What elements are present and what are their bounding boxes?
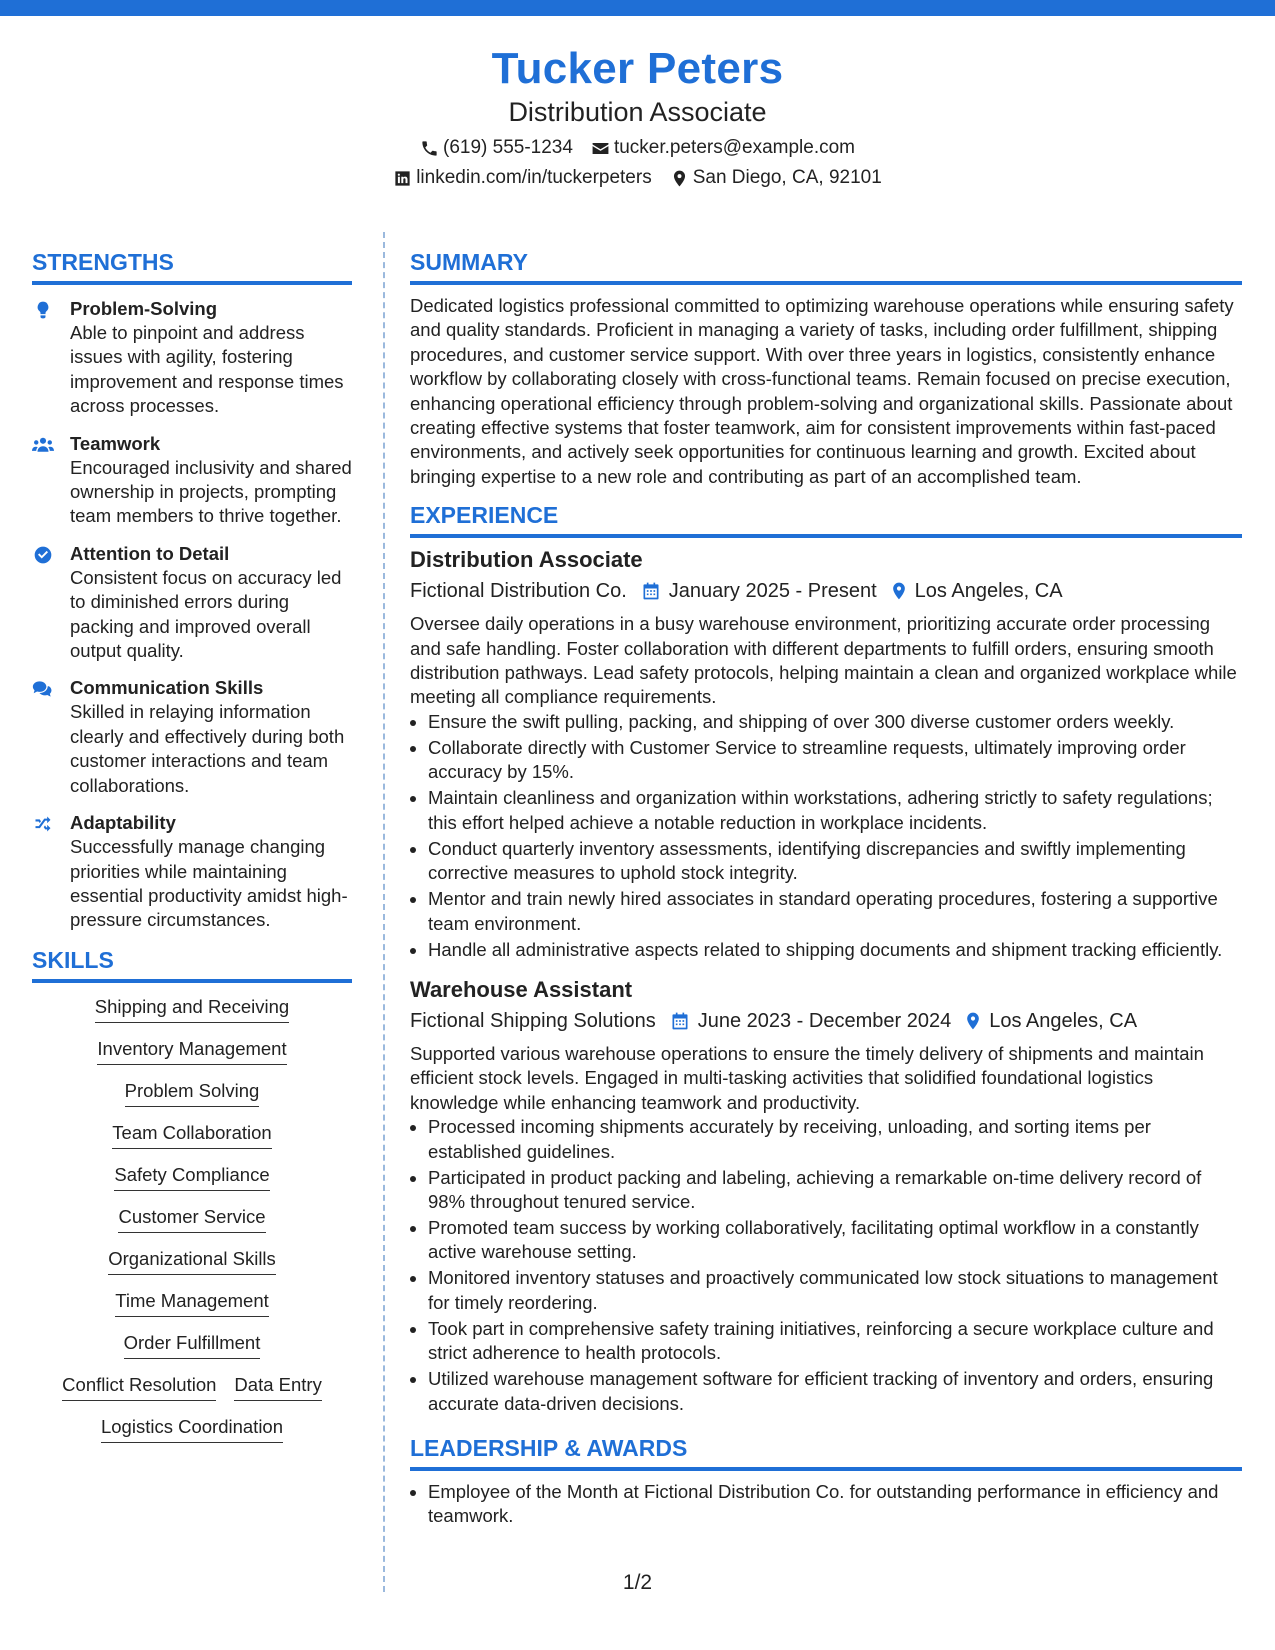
skill-tag: Problem Solving [125, 1079, 260, 1107]
candidate-title: Distribution Associate [508, 97, 767, 127]
job-location: Los Angeles, CA [989, 1009, 1138, 1032]
location-contact [670, 166, 882, 190]
summary-heading: SUMMARY [410, 248, 1242, 285]
candidate-name: Tucker Peters [491, 44, 784, 93]
phone-contact [420, 136, 573, 160]
bullet-item: • Monitored inventory statuses and proactively communicated low stock situations to management for timely reordering. [428, 1266, 1242, 1315]
job-entry [410, 976, 1242, 1416]
job-company: Fictional Shipping Solutions [410, 1009, 656, 1032]
job-meta [410, 577, 1242, 605]
strength-title: Problem-Solving [70, 298, 217, 319]
shuffle-icon [32, 814, 54, 834]
calendar-icon [641, 581, 661, 601]
calendar-icon [670, 1011, 690, 1031]
skills-list [32, 995, 352, 1443]
lightbulb-icon [32, 300, 54, 320]
strengths-list [32, 297, 352, 933]
job-title: Warehouse Assistant [410, 976, 633, 1002]
skill-tag: Organizational Skills [108, 1247, 276, 1275]
experience-heading: EXPERIENCE [410, 501, 1242, 538]
bullet-item: • Ensure the swift pulling, packing, and shipping of over 300 diverse customer orders weekly. [428, 710, 1242, 734]
skill-tag: Customer Service [118, 1205, 265, 1233]
strength-desc: Able to pinpoint and address issues with agility, fostering improvement and response times across processes. [70, 322, 344, 417]
bullet-item: • Participated in product packing and labeling, achieving a remarkable on-time delivery record of 98% throughout tenured service. [428, 1166, 1242, 1215]
bullet-item: • Promoted team success by working collaboratively, facilitating optimal workflow in a constantly active warehouse setting. [428, 1216, 1242, 1265]
awards-heading: LEADERSHIP & AWARDS [410, 1434, 1242, 1471]
page-number: 1/2 [622, 1571, 653, 1594]
bullet-item: • Took part in comprehensive safety training initiatives, reinforcing a secure workplace culture and strict adherence to health protocols. [428, 1317, 1242, 1366]
linkedin-text: linkedin.com/in/tuckerpeters [416, 167, 652, 188]
strength-title: Teamwork [70, 432, 161, 454]
job-entry [410, 546, 1242, 962]
email-contact[interactable] [591, 136, 855, 160]
job-dates: January 2025 - Present [668, 580, 877, 603]
bullet-item: • Conduct quarterly inventory assessments, identifying discrepancies and swiftly implementing corrective measures to uphold stock integrity. [428, 837, 1242, 886]
job-dates: June 2023 - December 2024 [697, 1009, 952, 1032]
skill-tag: Inventory Management [97, 1037, 286, 1065]
resume-header [0, 42, 1275, 190]
envelope-icon [591, 139, 610, 158]
skill-tag: Logistics Coordination [101, 1415, 283, 1443]
contact-row-1 [0, 136, 1275, 160]
skill-tag: Time Management [115, 1289, 269, 1317]
location-text: San Diego, CA, 92101 [692, 167, 882, 188]
skill-tag: Shipping and Receiving [95, 995, 289, 1023]
bullet-item: • Employee of the Month at Fictional Distribution Co. for outstanding performance in efficiency and teamwork. [428, 1480, 1242, 1529]
left-column [32, 248, 352, 1457]
job-location: Los Angeles, CA [914, 580, 1063, 603]
skill-tag: Safety Compliance [114, 1163, 269, 1191]
map-pin-icon [963, 1011, 983, 1031]
right-column [410, 248, 1242, 1530]
strength-desc: Skilled in relaying information clearly and effectively during both customer interactions and team collaborations. [70, 701, 345, 796]
summary-text: Dedicated logistics professional committed to optimizing warehouse operations while ensuring safety and quality standards. Proficient in managing a variety of tasks, including order fulfillment, shipping procedures, and customer service support. With over three years in logistics, consistently enhance workflow by collaborating closely with cross-functional teams. Remain focused on precise execution, enhancing operational efficiency through problem-solving and organizational skills. Passionate about creating effective systems that foster teamwork, aim for consistent improvements within fast-paced environments, and actively seek opportunities for continuous learning and growth. Excited about bringing expertise to a new role and contributing as part of an accomplished team. [410, 295, 1234, 487]
contact-row-2 [0, 166, 1275, 190]
bullet-item: • Maintain cleanliness and organization within workstations, adhering strictly to safety regulations; this effort helped achieve a notable reduction in workplace incidents. [428, 786, 1242, 835]
job-bullets [410, 710, 1242, 962]
strength-item [32, 297, 352, 419]
bullet-item: • Collaborate directly with Customer Service to streamline requests, ultimately improving order accuracy by 15%. [428, 736, 1242, 785]
strength-title: Adaptability [70, 812, 176, 834]
skill-tag: Team Collaboration [112, 1121, 271, 1149]
users-icon [32, 435, 54, 455]
strength-desc: Consistent focus on accuracy led to diminished errors during packing and improved overall output quality. [70, 566, 342, 662]
strength-item [32, 811, 352, 933]
strength-title: Attention to Detail [70, 542, 230, 564]
strength-title: Communication Skills [70, 677, 264, 699]
linkedin-contact[interactable] [393, 166, 652, 190]
bullet-item: • Handle all administrative aspects related to shipping documents and shipment tracking efficiently. [428, 938, 1242, 962]
job-title: Distribution Associate [410, 547, 643, 573]
bullet-item: • Utilized warehouse management software for efficient tracking of inventory and orders, ensuring accurate data-driven decisions. [428, 1367, 1242, 1416]
job-meta [410, 1007, 1242, 1035]
email-text: tucker.peters@example.com [613, 137, 855, 158]
job-company: Fictional Distribution Co. [410, 580, 627, 603]
phone-icon [420, 139, 439, 158]
check-circle-icon [32, 545, 54, 565]
top-accent-bar [0, 0, 1275, 16]
map-pin-icon [889, 581, 909, 601]
linkedin-icon [393, 169, 412, 188]
bullet-item: • Mentor and train newly hired associates in standard operating procedures, fostering a supportive team environment. [428, 887, 1242, 936]
comments-icon [32, 679, 54, 699]
column-divider [383, 232, 385, 1592]
phone-text: (619) 555-1234 [443, 137, 573, 158]
awards-bullets [410, 1480, 1242, 1529]
skill-tag: Order Fulfillment [124, 1331, 261, 1359]
skill-tag: Conflict Resolution [62, 1373, 216, 1401]
bullet-item: • Processed incoming shipments accurately by receiving, unloading, and sorting items per established guidelines. [428, 1115, 1242, 1164]
strength-item [32, 542, 352, 664]
strengths-heading: STRENGTHS [32, 248, 352, 285]
job-bullets [410, 1115, 1242, 1416]
strength-desc: Successfully manage changing priorities while maintaining essential productivity amidst high-pressure circumstances. [70, 836, 348, 931]
strength-desc: Encouraged inclusivity and shared ownership in projects, prompting team members to thrive together. [70, 456, 352, 527]
strength-item [32, 432, 352, 529]
job-description: Oversee daily operations in a busy warehouse environment, prioritizing accurate order processing and safe handling. Foster collaboration with different departments to fulfill orders, ensuring smooth distribution pathways. Lead safety protocols, helping maintain a clean and organized workplace while meeting all compliance requirements. [410, 613, 1237, 708]
skills-heading: SKILLS [32, 946, 352, 983]
map-pin-icon [670, 169, 689, 188]
skill-tag: Data Entry [234, 1373, 321, 1401]
strength-item [32, 676, 352, 798]
job-description: Supported various warehouse operations to ensure the timely delivery of shipments and maintain efficient stock levels. Engaged in multi-tasking activities that solidified foundational logistics knowledge while enhancing teamwork and productivity. [410, 1042, 1204, 1113]
